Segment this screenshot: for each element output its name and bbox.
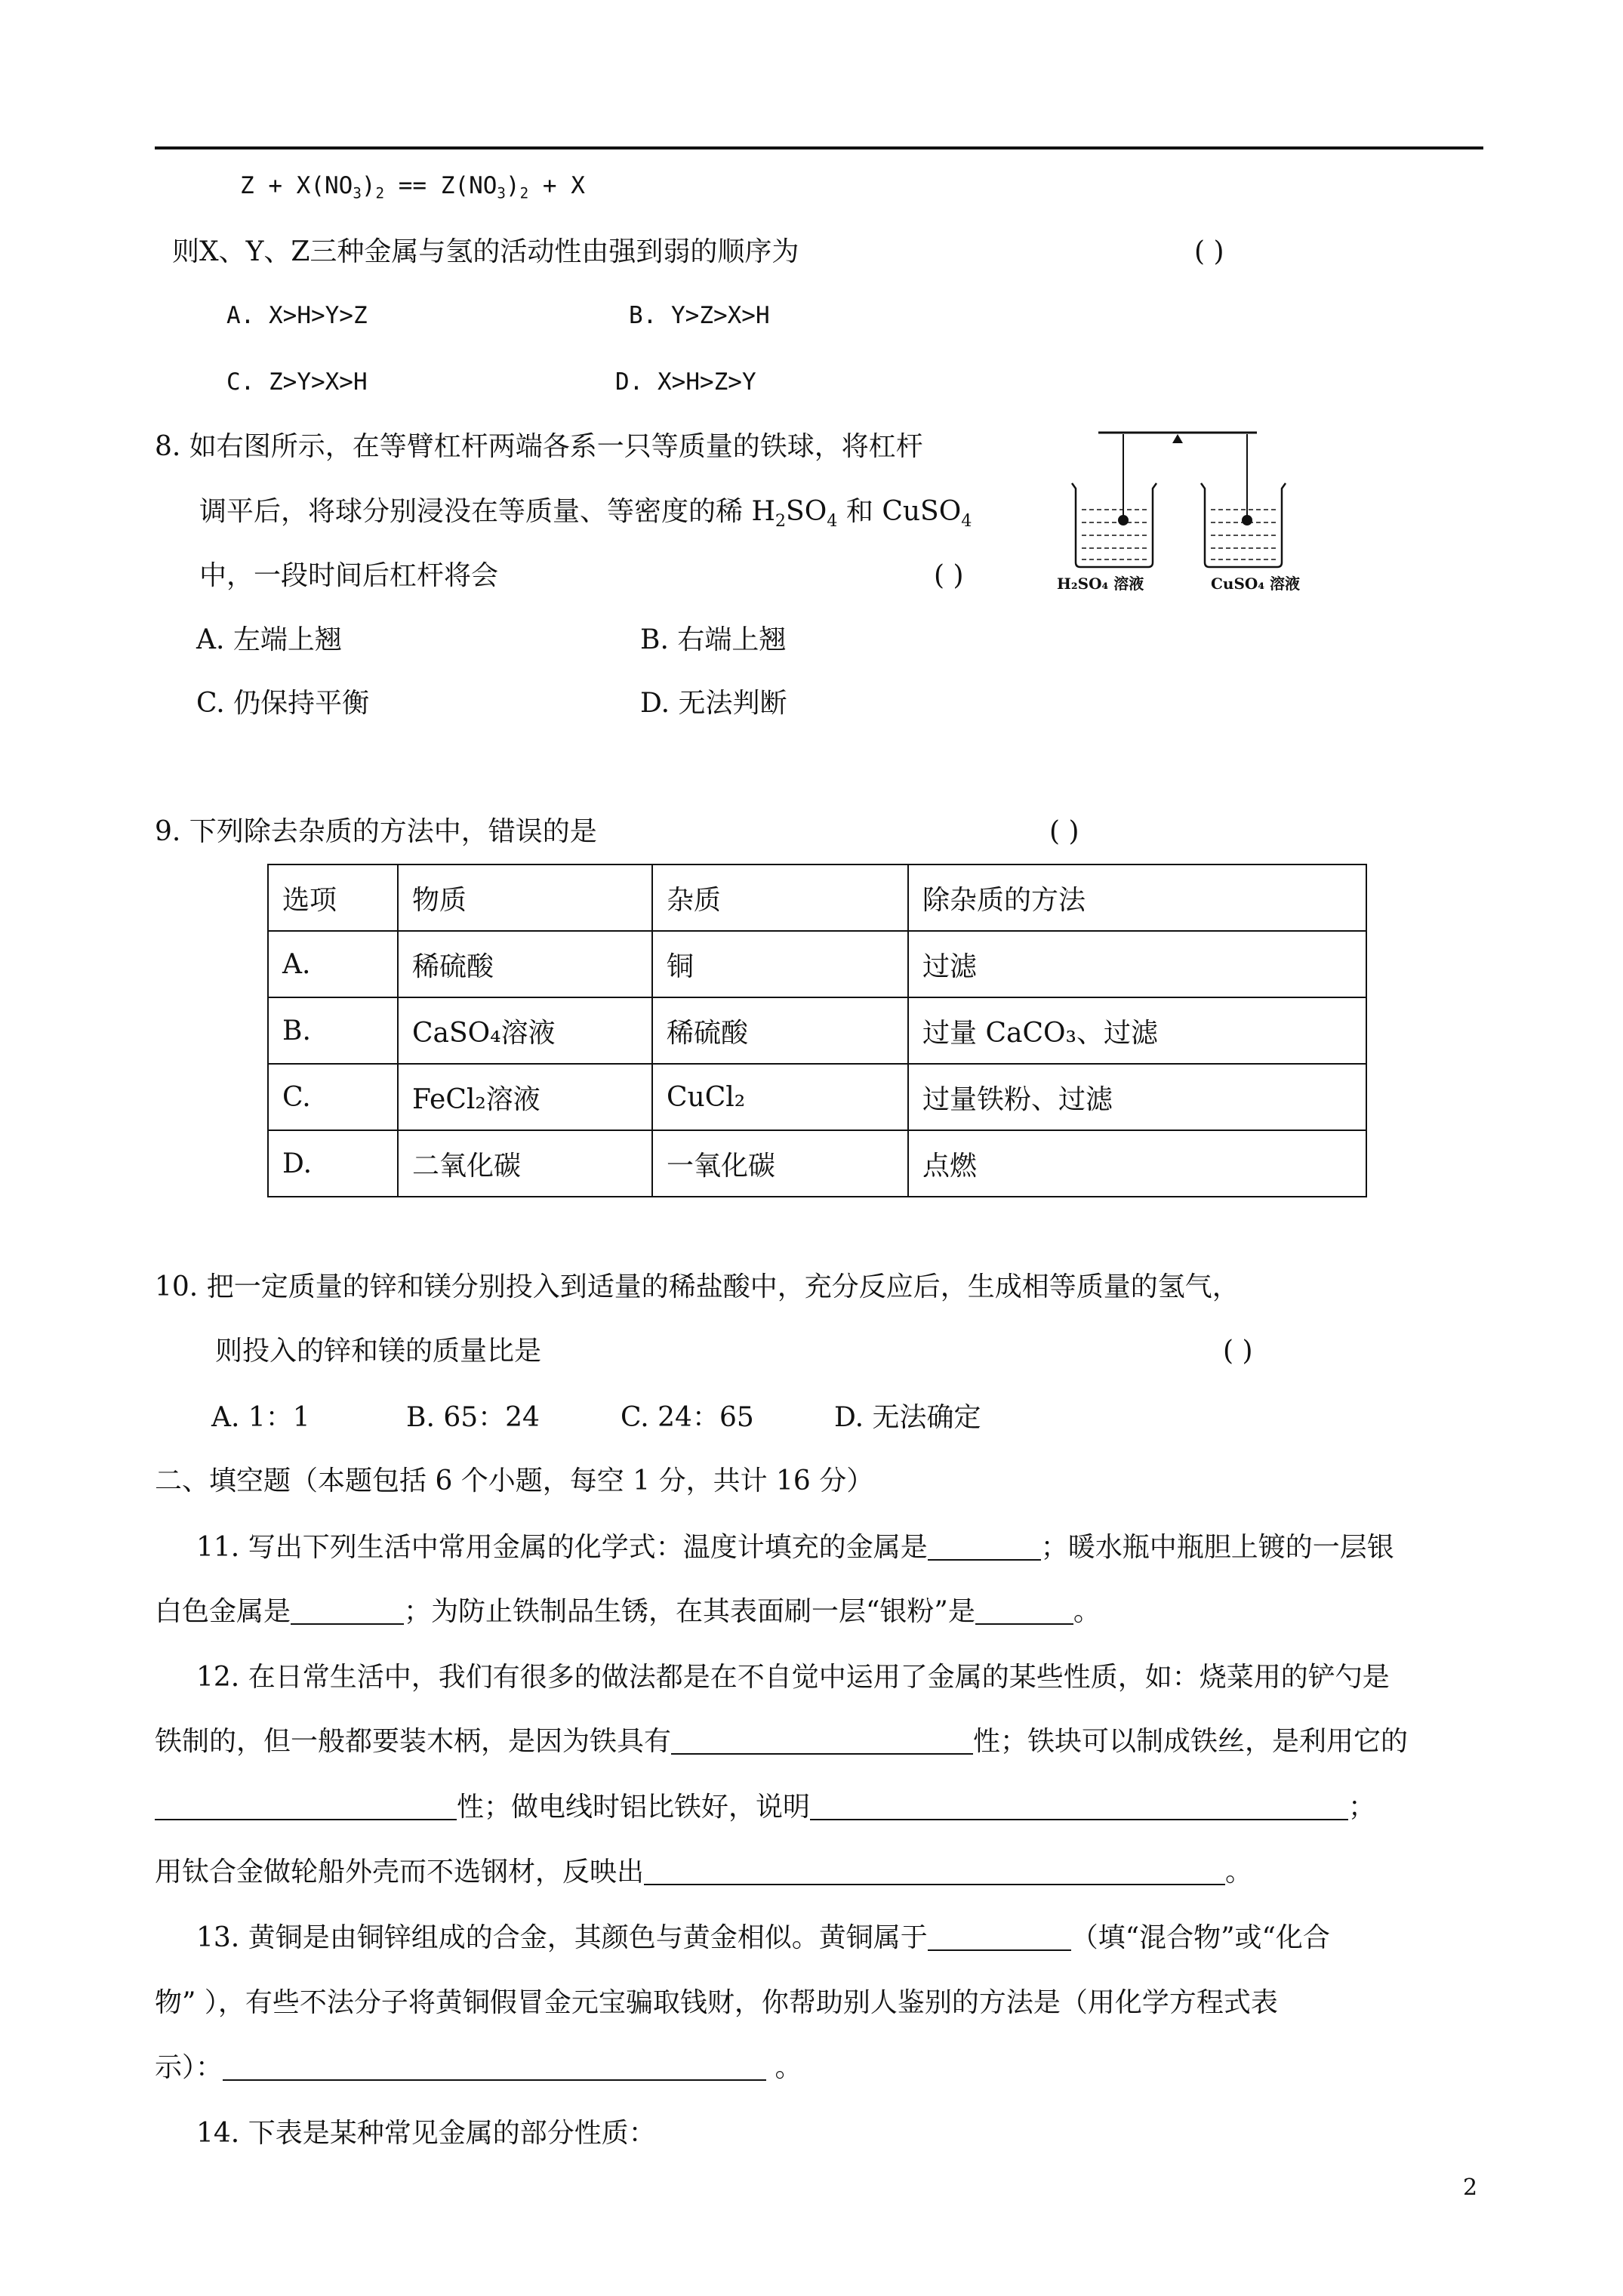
table-row [268, 997, 1366, 1064]
q10-option-d: D. 无法确定 [834, 1402, 981, 1433]
q10-line1: 10. 把一定质量的锌和镁分别投入到适量的稀盐酸中，充分反应后，生成相等质量的氢气， [155, 1271, 1240, 1302]
table-cell: 点燃 [908, 1130, 1366, 1197]
q7-answer-paren: ( ) [1194, 236, 1224, 267]
q10-answer-paren: ( ) [1223, 1336, 1253, 1367]
table-cell: A. [268, 931, 398, 997]
q8-line2: 调平后，将球分别浸没在等质量、等密度的稀 $H_2SO_4$ 和 CuSO$_4$ [199, 496, 972, 531]
left-beaker [1072, 483, 1156, 567]
answer-blank[interactable] [928, 1533, 1041, 1561]
header-rule [155, 146, 1483, 149]
q8-option-c: C. 仍保持平衡 [196, 688, 370, 719]
q13-line2: 物” ），有些不法分子将黄铜假冒金元宝骗取钱财，你帮助别人鉴别的方法是（用化学方程式表 [155, 1987, 1278, 2018]
answer-blank[interactable] [810, 1793, 1348, 1820]
q8-line1: 8. 如右图所示，在等臂杠杆两端各系一只等质量的铁球，将杠杆 [155, 431, 923, 462]
q10-line2: 则投入的锌和镁的质量比是 [215, 1336, 542, 1367]
q7-option-b: B. Y>Z>X>H [629, 302, 770, 329]
table-cell: FeCl₂溶液 [398, 1064, 652, 1130]
right-iron-ball [1242, 515, 1252, 525]
q8-answer-paren: ( ) [934, 560, 964, 591]
q10-option-a: A. 1：1 [211, 1402, 310, 1433]
answer-blank[interactable] [644, 1858, 1225, 1885]
q13-line3: 示）： 。 [155, 2052, 802, 2083]
q13-line1: 13. 黄铜是由铜锌组成的合金，其颜色与黄金相似。黄铜属于 （填“混合物”或“化合 [196, 1922, 1330, 1953]
q8-line3: 中，一段时间后杠杆将会 [199, 560, 499, 591]
q12-line1: 12. 在日常生活中，我们有很多的做法都是在不自觉中运用了金属的某些性质，如：烧菜用的铲勺是 [196, 1662, 1390, 1693]
q7-equation: $Z + X(NO_3)_2 == Z(NO_3)_2 + X$ [240, 172, 585, 202]
q7-option-a: A. X>H>Y>Z [226, 302, 368, 329]
q7-question: 则X、Y、Z三种金属与氢的活动性由强到弱的顺序为 [172, 236, 799, 267]
answer-blank[interactable] [155, 1793, 457, 1820]
answer-blank[interactable] [928, 1924, 1071, 1951]
lever-fulcrum [1172, 434, 1183, 443]
left-iron-ball [1118, 515, 1129, 525]
table-cell: 过滤 [908, 931, 1366, 997]
table-header-cell: 选项 [268, 864, 398, 931]
section-title: 二、填空题（本题包括 6 个小题，每空 1 分，共计 16 分） [155, 1465, 874, 1496]
q7-option-d: D. X>H>Z>Y [615, 368, 756, 396]
table-cell: CaSO₄溶液 [398, 997, 652, 1064]
table-cell: 一氧化碳 [652, 1130, 908, 1197]
table-cell: B. [268, 997, 398, 1064]
table-cell: 铜 [652, 931, 908, 997]
q9-question: 9. 下列除去杂质的方法中，错误的是 [155, 816, 597, 847]
q14-line: 14. 下表是某种常见金属的部分性质： [196, 2118, 656, 2149]
q12-line3: 性；做电线时铝比铁好，说明 ； [155, 1791, 1375, 1824]
answer-blank[interactable] [671, 1727, 973, 1755]
q8-option-b: B. 右端上翘 [640, 624, 787, 655]
q8-option-d: D. 无法判断 [640, 688, 787, 719]
q12-line2: 铁制的，但一般都要装木柄，是因为铁具有 性；铁块可以制成铁丝，是利用它的 [155, 1726, 1409, 1757]
table-cell: 过量 CaCO₃、过滤 [908, 997, 1366, 1064]
left-beaker-label: H₂SO₄ 溶液 [1057, 575, 1144, 593]
table-row [268, 1064, 1366, 1130]
q9-table [267, 864, 1367, 1197]
q11-line1: 11. 写出下列生活中常用金属的化学式：温度计填充的金属是 ；暖水瓶中瓶胆上镀的一层银 [196, 1532, 1394, 1563]
table-header-cell: 杂质 [652, 864, 908, 931]
table-header-cell: 除杂质的方法 [908, 864, 1366, 931]
answer-blank[interactable] [223, 2054, 766, 2081]
q10-option-c: C. 24：65 [621, 1402, 754, 1433]
table-cell: 过量铁粉、过滤 [908, 1064, 1366, 1130]
q7-option-c: C. Z>Y>X>H [226, 368, 368, 396]
table-cell: 稀硫酸 [398, 931, 652, 997]
q9-answer-paren: ( ) [1049, 816, 1079, 847]
table-cell: 稀硫酸 [652, 997, 908, 1064]
answer-blank[interactable] [291, 1598, 404, 1625]
table-cell: CuCl₂ [652, 1064, 908, 1130]
q8-option-a: A. 左端上翘 [196, 624, 342, 655]
table-header-row [268, 864, 1366, 931]
q10-option-b: B. 65：24 [406, 1402, 540, 1433]
table-row [268, 931, 1366, 997]
q11-line2: 白色金属是 ；为防止铁制品生锈，在其表面刷一层“银粉”是 。 [155, 1596, 1101, 1627]
right-beaker [1201, 483, 1286, 567]
table-cell: D. [268, 1130, 398, 1197]
table-row [268, 1130, 1366, 1197]
page-number: 2 [1463, 2174, 1478, 2201]
table-header-cell: 物质 [398, 864, 652, 931]
table-cell: 二氧化碳 [398, 1130, 652, 1197]
answer-blank[interactable] [975, 1598, 1073, 1625]
q12-line4: 用钛合金做轮船外壳而不选钢材，反映出 。 [155, 1857, 1253, 1888]
right-beaker-label: CuSO₄ 溶液 [1211, 575, 1301, 593]
table-cell: C. [268, 1064, 398, 1130]
